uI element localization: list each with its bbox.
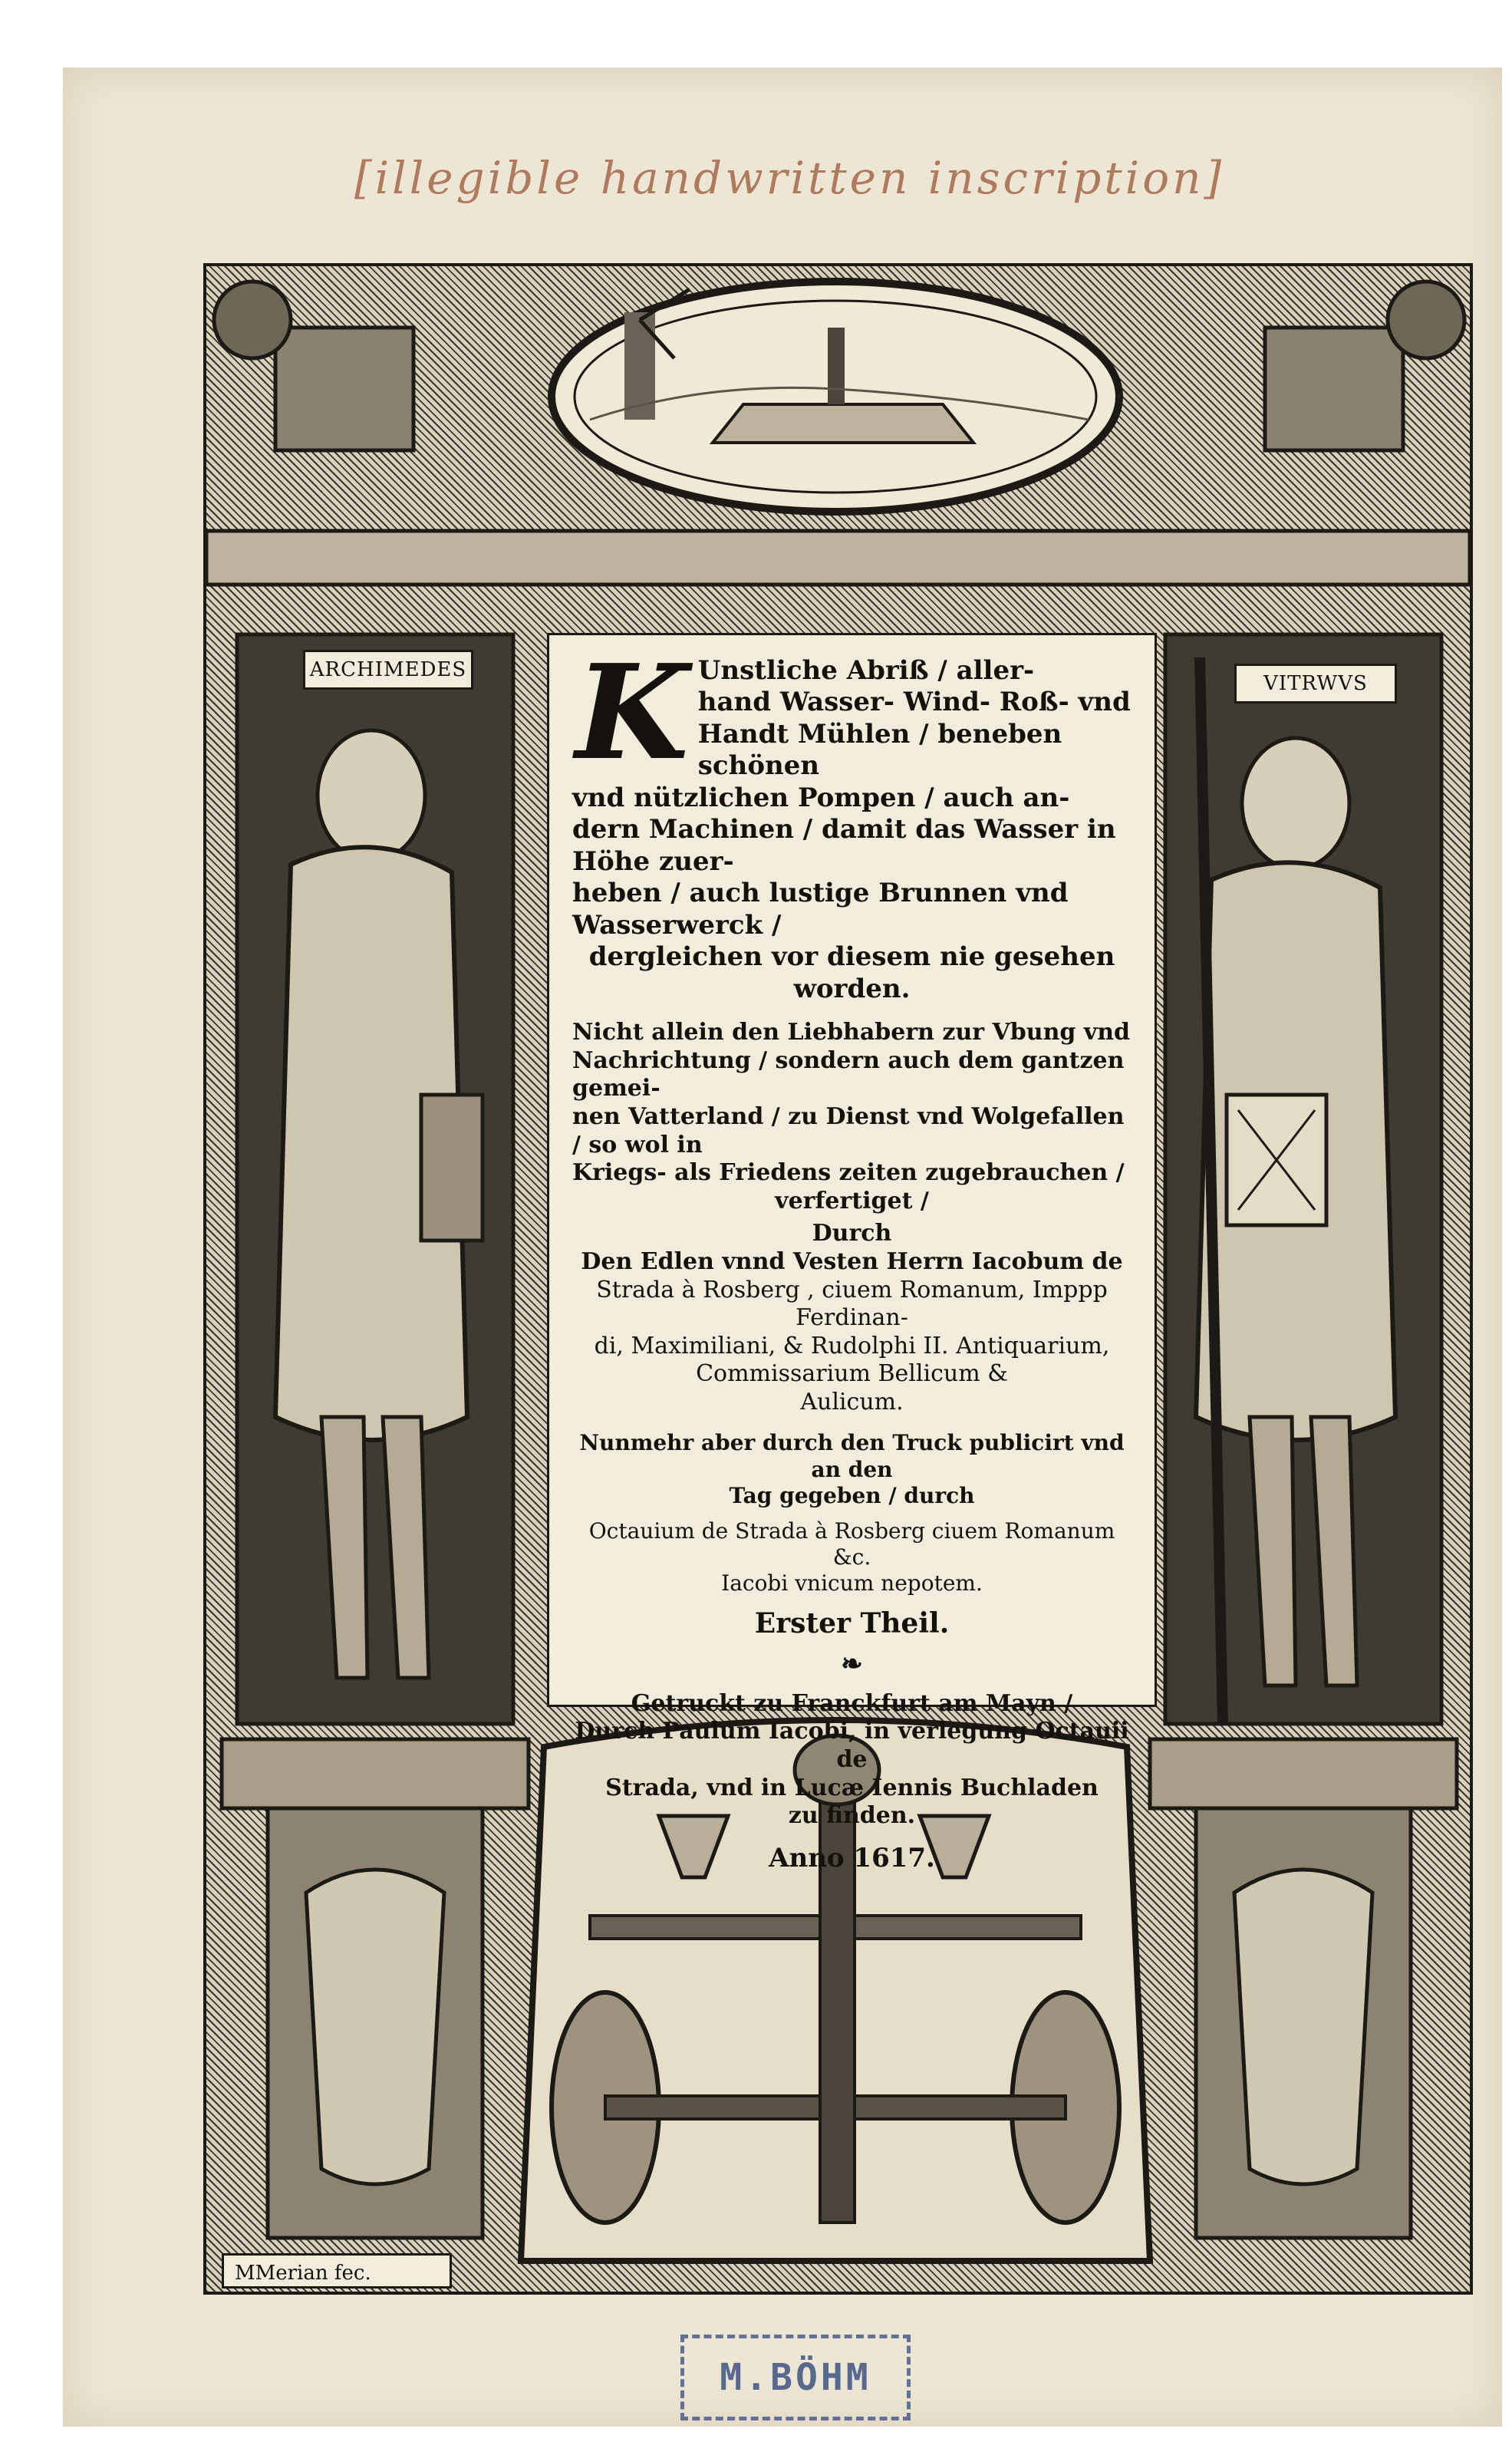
title-panel — [547, 633, 1157, 1873]
imprint-line: zu finden. — [788, 1802, 916, 1830]
purpose-line: nen Vatterland / zu Dienst vnd Wolgefallen / so wol in — [572, 1102, 1125, 1158]
publication-line: Nunmehr aber durch den Truck publicirt vnd an den — [579, 1430, 1125, 1482]
purpose-block — [572, 1019, 1132, 1215]
imprint-line: Strada, vnd in Lucæ Iennis Buchladen — [605, 1774, 1099, 1801]
title-line: heben / auch lustige Brunnen vnd Wasserwerck / — [572, 878, 1069, 941]
publication-block — [572, 1430, 1132, 1508]
landscape-cartouche — [552, 282, 1119, 512]
editor-line: Octauium de Strada à Rosberg ciuem Romanum &c. — [588, 1517, 1115, 1570]
author-line: Den Edlen vnnd Vesten Herrn Iacobum de — [581, 1247, 1123, 1275]
library-stamp: M.BÖHM — [680, 2335, 911, 2420]
purpose-line: verfertiget / — [775, 1187, 929, 1214]
decorative-initial: K — [575, 636, 689, 789]
title-line: hand Wasser- Wind- Roß- vnd — [697, 687, 1131, 718]
architrave — [206, 531, 1470, 585]
top-right-ornament — [1265, 282, 1464, 450]
editor-line: Iacobi vnicum nepotem. — [721, 1570, 983, 1597]
engraved-plate — [203, 263, 1473, 2295]
publication-line: Tag gegeben / durch — [729, 1482, 975, 1508]
title-line: worden. — [793, 973, 911, 1004]
title-line: dern Machinen / damit das Wasser in Höhe zuer- — [572, 814, 1116, 877]
handwritten-note: [illegible handwritten inscription] — [354, 152, 1225, 204]
ornament-icon: ❧ — [841, 1649, 863, 1680]
imprint-line: Durch Paulum Iacobi, in verlegung Octauii de — [575, 1718, 1129, 1773]
archimedes-label: ARCHIMEDES — [303, 650, 473, 690]
engraver-signature: MMerian fec. — [222, 2253, 452, 2289]
title-line: Handt Mühlen / beneben schönen — [697, 718, 1062, 782]
imprint-block — [572, 1690, 1132, 1831]
title-line: Unstliche Abriß / aller- — [697, 655, 1035, 686]
vitruvius-figure — [1165, 634, 1441, 1724]
right-pedestal — [1150, 1739, 1457, 2238]
title-line: dergleichen vor diesem nie gesehen — [588, 941, 1115, 973]
purpose-line: Kriegs- als Friedens zeiten zugebrauchen / — [572, 1159, 1125, 1187]
editor-block — [572, 1518, 1132, 1597]
purpose-line: Nachrichtung / sondern auch dem gantzen gemei- — [572, 1046, 1125, 1102]
durch-line: Durch — [812, 1220, 892, 1247]
author-line: Aulicum. — [800, 1388, 904, 1415]
purpose-line: Nicht allein den Liebhabern zur Vbung vnd — [572, 1019, 1131, 1046]
title-block — [572, 636, 1132, 1005]
top-left-ornament — [214, 282, 413, 450]
imprint-line: Getruckt zu Franckfurt am Mayn / — [631, 1689, 1073, 1717]
author-line: Strada à Rosberg , ciuem Romanum, Imppp Ferdinan- — [596, 1276, 1108, 1332]
left-pedestal — [222, 1739, 529, 2238]
archimedes-figure — [237, 634, 513, 1724]
date-line: Anno 1617. — [769, 1842, 935, 1873]
author-block — [572, 1248, 1132, 1417]
author-line: di, Maximiliani, & Rudolphi II. Antiquarium, — [594, 1332, 1110, 1359]
vitruvius-label: VITRWVS — [1234, 664, 1397, 704]
title-line: vnd nützlichen Pompen / auch an- — [572, 782, 1070, 813]
paper-sheet — [63, 68, 1502, 2427]
author-line: Commissarium Bellicum & — [696, 1360, 1008, 1388]
part-title: Erster Theil. — [754, 1607, 950, 1640]
